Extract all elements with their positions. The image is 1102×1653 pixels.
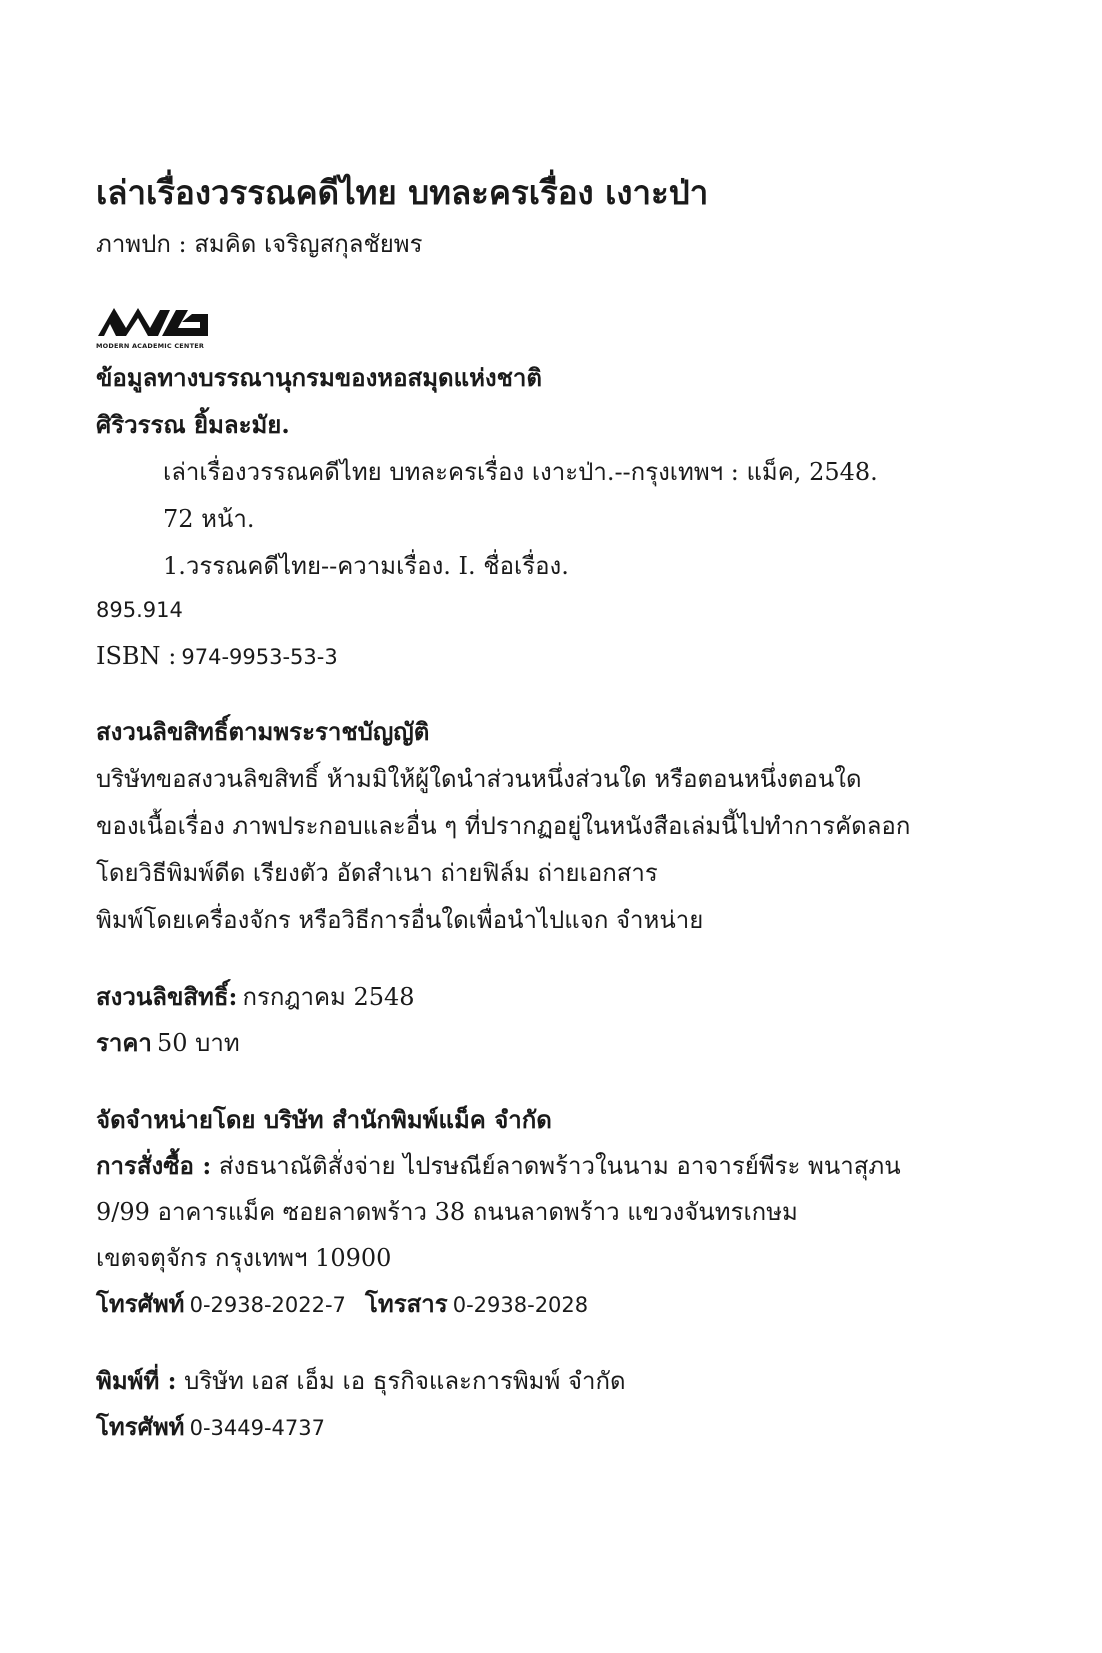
copyright-date-label: สงวนลิขสิทธิ์: xyxy=(96,982,238,1011)
printer-label: พิมพ์ที่ : xyxy=(96,1366,177,1395)
copyright-date-value: กรกฎาคม 2548 xyxy=(242,983,415,1011)
address-line-1: 9/99 อาคารแม็ค ซอยลาดพร้าว 38 ถนนลาดพร้าว แขวงจันทรเกษม xyxy=(96,1198,798,1226)
cip-author: ศิริวรรณ ยิ้มละมัย. xyxy=(96,410,290,439)
book-title: เล่าเรื่องวรรณคดีไทย บทละครเรื่อง เงาะป่า xyxy=(96,173,709,212)
cip-isbn-line xyxy=(96,644,338,668)
copyright-line-1: บริษัทขอสงวนลิขสิทธิ์ ห้ามมิให้ผู้ใดนำส่วนหนึ่งส่วนใด หรือตอนหนึ่งตอนใด xyxy=(96,765,862,793)
order-value: ส่งธนาณัติสั่งจ่าย ไปรษณีย์ลาดพร้าวในนาม อาจารย์พีระ พนาสุภน xyxy=(218,1152,901,1180)
printer-line xyxy=(96,1366,626,1395)
printer-phone-line xyxy=(96,1412,325,1441)
cip-subject: 1.วรรณคดีไทย--ความเรื่อง. I. ชื่อเรื่อง. xyxy=(163,552,569,580)
phone-value: 0-2938-2022-7 xyxy=(189,1293,346,1317)
cover-credit: ภาพปก : สมคิด เจริญสกุลชัยพร xyxy=(96,230,423,258)
address-line-2: เขตจตุจักร กรุงเทพฯ 10900 xyxy=(96,1244,392,1272)
logo-text: MODERN ACADEMIC CENTER xyxy=(96,342,205,350)
price-label: ราคา xyxy=(96,1028,152,1057)
printer-phone-value: 0-3449-4737 xyxy=(189,1416,325,1440)
distributor-value: บริษัท สำนักพิมพ์แม็ค จำกัด xyxy=(263,1105,552,1134)
copyright-line-2: ของเนื้อเรื่อง ภาพประกอบและอื่น ๆ ที่ปรากฏอยู่ในหนังสือเล่มนี้ไปทำการคัดลอก xyxy=(96,812,911,840)
isbn-label: ISBN : xyxy=(96,642,177,670)
printer-phone-label: โทรศัพท์ xyxy=(96,1412,185,1441)
mac-logo-icon xyxy=(96,300,211,340)
order-line xyxy=(96,1151,901,1180)
isbn-value: 974-9953-53-3 xyxy=(181,645,338,669)
copyright-line-3: โดยวิธีพิมพ์ดีด เรียงตัว อัดสำเนา ถ่ายฟิล์ม ถ่ายเอกสาร xyxy=(96,859,658,887)
price-line xyxy=(96,1028,240,1057)
price-value: 50 บาท xyxy=(157,1029,240,1057)
copyright-date-line xyxy=(96,982,415,1011)
distributor-line xyxy=(96,1105,552,1134)
order-label: การสั่งซื้อ : xyxy=(96,1151,212,1180)
distributor-label: จัดจำหน่ายโดย xyxy=(96,1105,256,1134)
phone-label: โทรศัพท์ xyxy=(96,1289,185,1318)
cip-pages: 72 หน้า. xyxy=(163,505,255,533)
printer-value: บริษัท เอส เอ็ม เอ ธุรกิจและการพิมพ์ จำกัด xyxy=(184,1367,626,1395)
cip-class-number: 895.914 xyxy=(96,598,183,622)
copyright-line-4: พิมพ์โดยเครื่องจักร หรือวิธีการอื่นใดเพื่อนำไปแจก จำหน่าย xyxy=(96,906,704,934)
cip-entry-title: เล่าเรื่องวรรณคดีไทย บทละครเรื่อง เงาะป่า.--กรุงเทพฯ : แม็ค, 2548. xyxy=(163,458,878,486)
publisher-logo xyxy=(96,300,211,352)
contact-line xyxy=(96,1289,589,1318)
cip-heading: ข้อมูลทางบรรณานุกรมของหอสมุดแห่งชาติ xyxy=(96,363,542,392)
copyright-heading: สงวนลิขสิทธิ์ตามพระราชบัญญัติ xyxy=(96,717,430,746)
fax-label: โทรสาร xyxy=(365,1289,448,1318)
fax-value: 0-2938-2028 xyxy=(452,1293,589,1317)
